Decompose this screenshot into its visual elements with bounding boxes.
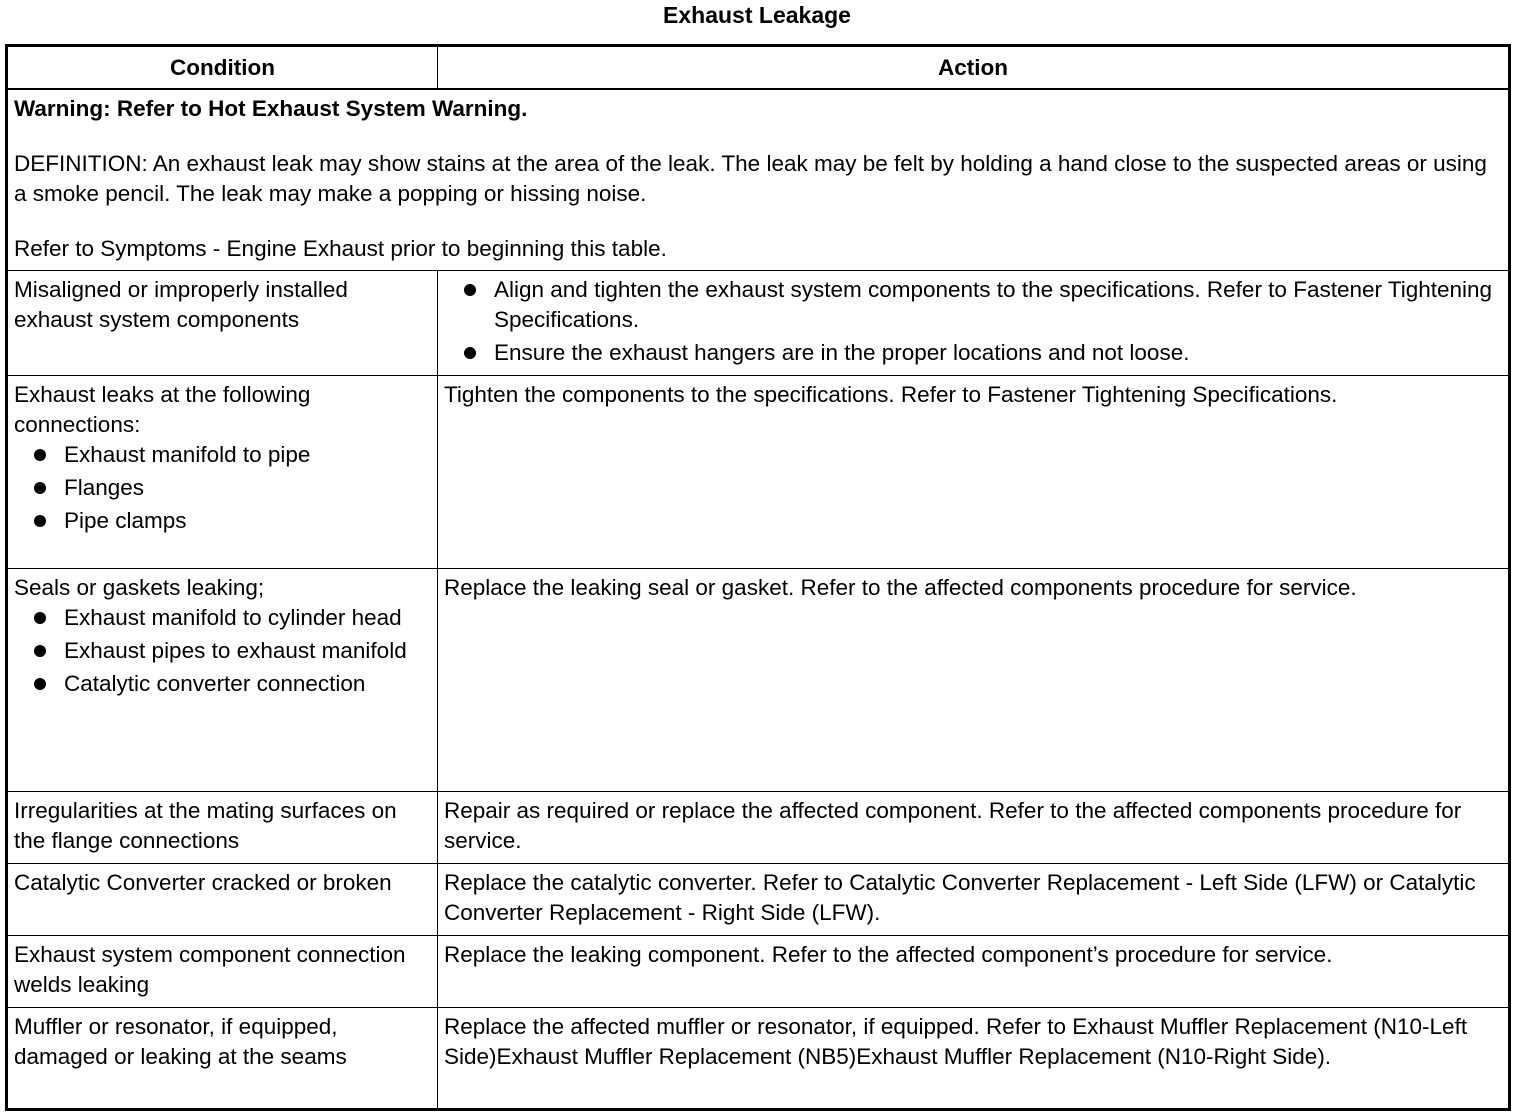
condition-cell <box>7 864 438 936</box>
bullet-icon <box>34 612 46 624</box>
list-item: Align and tighten the exhaust system components to the specifications. Refer to Fastener Tightening Specifications. <box>444 275 1502 335</box>
action-cell <box>438 376 1510 569</box>
condition-bullet-list <box>14 440 431 536</box>
action-cell <box>438 569 1510 792</box>
table-row <box>7 936 1510 1008</box>
action-bullet-list <box>444 275 1502 368</box>
condition-bullet-list <box>14 603 431 699</box>
list-item: Flanges <box>14 473 431 503</box>
table-header-row <box>7 46 1510 90</box>
condition-cell <box>7 271 438 376</box>
troubleshooting-table <box>5 44 1511 1111</box>
action-cell <box>438 792 1510 864</box>
action-cell <box>438 936 1510 1008</box>
warning-text: Warning: Refer to Hot Exhaust System Warning. <box>14 96 528 121</box>
bullet-icon <box>34 678 46 690</box>
list-item: Ensure the exhaust hangers are in the proper locations and not loose. <box>444 338 1502 368</box>
condition-text: Seals or gaskets leaking; <box>14 575 265 600</box>
condition-text: Muffler or resonator, if equipped, damaged or leaking at the seams <box>14 1014 347 1069</box>
condition-cell <box>7 936 438 1008</box>
table-row <box>7 1008 1510 1110</box>
condition-text: Misaligned or improperly installed exhaust system components <box>14 277 348 332</box>
table-row <box>7 569 1510 792</box>
condition-cell <box>7 792 438 864</box>
action-text: Tighten the components to the specifications. Refer to Fastener Tightening Specifications. <box>444 382 1338 407</box>
table-row <box>7 792 1510 864</box>
page-title: Exhaust Leakage <box>663 2 851 28</box>
table-row <box>7 271 1510 376</box>
condition-cell <box>7 376 438 569</box>
condition-cell <box>7 569 438 792</box>
bullet-icon <box>34 482 46 494</box>
intro-row <box>7 89 1510 271</box>
action-cell <box>438 1008 1510 1110</box>
list-item: Exhaust manifold to cylinder head <box>14 603 431 633</box>
bullet-icon <box>34 449 46 461</box>
definition-text: DEFINITION: An exhaust leak may show stains at the area of the leak. The leak may be felt by holding a hand close to the suspected areas or using a smoke pencil. The leak may make a popping or hissing noise. <box>14 151 1487 206</box>
table-row <box>7 376 1510 569</box>
intro-cell <box>7 89 1510 271</box>
action-text: Replace the affected muffler or resonator, if equipped. Refer to Exhaust Muffler Replacement (N10-Left Side)Exhaust Muffler Replacement (NB5)Exhaust Muffler Replacement (N10-Right Side). <box>444 1014 1468 1069</box>
condition-cell <box>7 1008 438 1110</box>
condition-text: Exhaust system component connection welds leaking <box>14 942 406 997</box>
action-cell <box>438 864 1510 936</box>
bullet-icon <box>464 284 476 296</box>
list-item: Exhaust pipes to exhaust manifold <box>14 636 431 666</box>
reference-text: Refer to Symptoms - Engine Exhaust prior to beginning this table. <box>14 236 667 261</box>
action-text: Replace the leaking component. Refer to the affected component’s procedure for service. <box>444 942 1333 967</box>
action-text: Replace the leaking seal or gasket. Refer to the affected components procedure for service. <box>444 575 1357 600</box>
action-text: Replace the catalytic converter. Refer to Catalytic Converter Replacement - Left Side (LFW) or Catalytic Converter Replacement - Right Side (LFW). <box>444 870 1476 925</box>
list-item: Pipe clamps <box>14 506 431 536</box>
action-cell <box>438 271 1510 376</box>
table-row <box>7 864 1510 936</box>
condition-column-header: Condition <box>7 46 438 90</box>
action-column-header: Action <box>438 46 1510 90</box>
bullet-icon <box>34 645 46 657</box>
list-item: Catalytic converter connection <box>14 669 431 699</box>
condition-text: Exhaust leaks at the following connections: <box>14 382 311 437</box>
action-text: Repair as required or replace the affected component. Refer to the affected components procedure for service. <box>444 798 1462 853</box>
bullet-icon <box>34 515 46 527</box>
bullet-icon <box>464 347 476 359</box>
condition-text: Catalytic Converter cracked or broken <box>14 870 392 895</box>
condition-text: Irregularities at the mating surfaces on the flange connections <box>14 798 397 853</box>
list-item: Exhaust manifold to pipe <box>14 440 431 470</box>
